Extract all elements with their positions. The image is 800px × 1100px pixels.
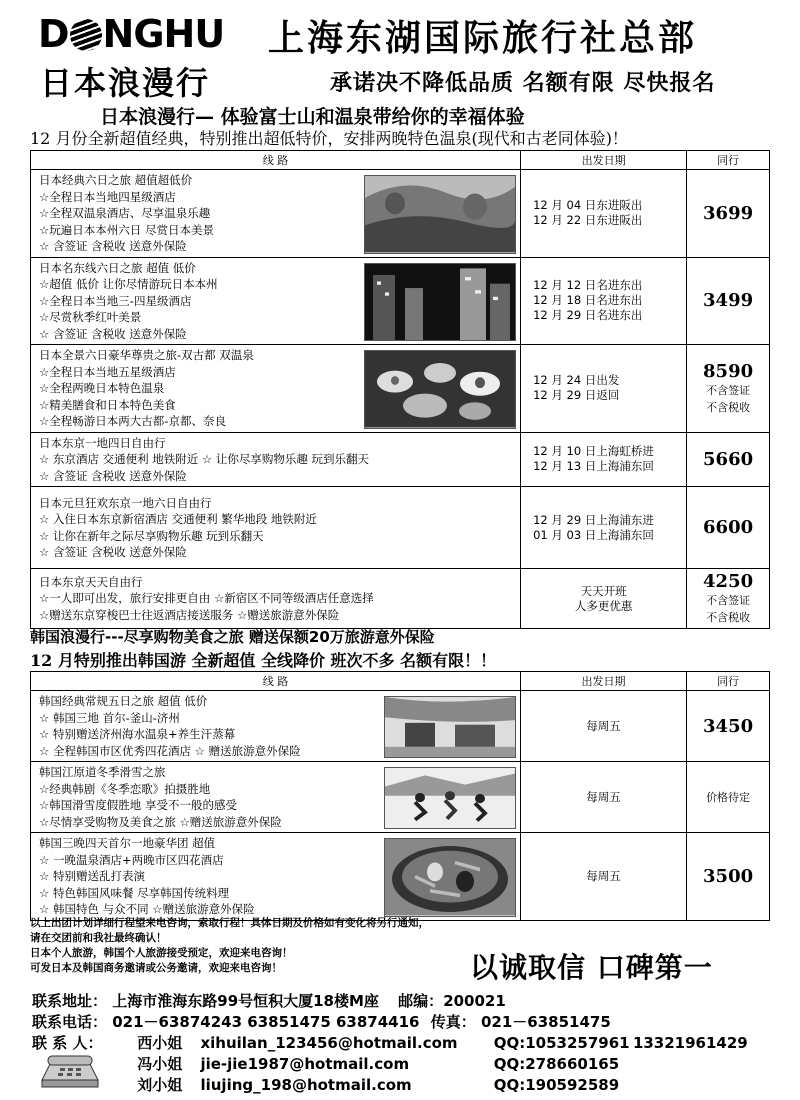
tour-row [31,762,770,833]
tour-row [31,833,770,921]
col-date-header: 出发日期 [520,672,686,691]
route-feature: ☆ 东京酒店 交通便利 地铁附近 ☆ 让你尽享购物乐趣 玩到乐翻天 [39,452,370,466]
route-cell [31,691,521,762]
tour-row [31,691,770,762]
departure-date: 12 月 29 日名进东出 [533,308,643,323]
route-cell [31,432,521,487]
departure-date: 12 月 24 日出发 [533,373,620,388]
price-note: 不含税收 [706,611,751,624]
route-title: 日本元旦狂欢东京一地六日自由行 [39,495,212,510]
route-cell [31,762,521,833]
route-title: 韩国三晚四天首尔一地豪华团 超值 [39,836,216,850]
contact-person-row: 联 系 人： 西小姐 xihuilan_123456@hotmail.com QQ:1053257961 13321961429 [32,1034,748,1052]
date-cell [520,762,686,833]
route-feature: ☆全程日本当地五星级酒店 [39,364,176,379]
departure-date: 12 月 22 日东进阪出 [533,213,643,228]
route-feature: ☆ 韩国特色 与众不同 ☆赠送旅游意外保险 [39,902,255,916]
route-feature: ☆全程畅游日本两大古都-京都、奈良 [39,414,226,428]
zip-code: 200021 [443,992,506,1010]
bibimbap-photo [384,838,516,917]
date-cell [521,345,687,433]
route-cell [31,833,521,921]
route-feature: ☆全程两晚日本特色温泉 [39,381,165,395]
contact-qq: QQ:278660165 [493,1055,620,1073]
tour-row [31,345,770,433]
col-route-header: 线 路 [31,151,521,170]
address: 上海市淮海东路99号恒积大厦18楼M座 [112,992,379,1010]
contact-email: liujing_198@hotmail.com [200,1076,412,1094]
departure-date: 12 月 12 日名进东出 [533,278,643,293]
route-feature: ☆ 特别赠送济州海水温泉+养生汗蒸幕 [39,727,236,741]
price-value: 3499 [703,290,754,312]
price-cell [687,691,770,762]
price-cell [687,432,770,487]
tour-row [31,170,770,258]
col-price-header: 同行 [687,151,770,170]
contact-person-row [32,1074,619,1095]
price-note: 不含签证 [706,594,751,607]
note-line: 请在交团前和我社最终确认！ [30,932,167,944]
date-cell [521,257,687,345]
ski-photo [384,767,516,829]
japan-subline: 12 月份全新超值经典，特别推出超低特价，安排两晚特色温泉(现代和古老同体验)！ [30,129,628,148]
contact-qq: QQ:1053257961 [493,1034,630,1052]
contact-email[interactable]: xihuilan_123456@hotmail.com [200,1034,458,1052]
date-cell [521,569,687,629]
departure-date: 12 月 18 日名进东出 [533,293,643,308]
slogan: 承诺决不降低品质 名额有限 尽快报名 [330,71,716,96]
address-line: 联系地址： 上海市淮海东路99号恒积大厦18楼M座 邮编：200021 [32,992,506,1010]
price-cell [687,487,770,569]
route-title: 韩国经典常规五日之旅 超值 低价 [39,694,208,708]
price-value: 3500 [703,865,754,887]
route-title: 日本名东线六日之旅 超值 低价 [39,260,196,275]
date-cell [520,691,686,762]
note-line: 可发日本及韩国商务邀请或公务邀请，欢迎来电咨询！ [30,962,282,974]
departure-date: 12 月 29 日上海浦东进 [533,512,654,527]
route-feature: ☆全程双温泉酒店、尽享温泉乐趣 [39,206,211,220]
route-feature: ☆ 韩国三地 首尔-釜山-济州 [39,710,180,725]
route-feature: ☆全程日本当地三-四星级酒店 [39,293,192,308]
route-feature: ☆韩国滑雪度假胜地 享受不一般的感受 [39,798,237,812]
city-night-photo [364,263,516,342]
route-feature: ☆超值 低价 让你尽情游玩日本本州 [39,277,218,291]
departure-date: 12 月 10 日上海虹桥进 [533,444,654,459]
route-cell [31,569,521,629]
route-feature: ☆ 含签证 含税收 送意外保险 [39,326,187,341]
price-value: 5660 [703,448,754,470]
route-feature: ☆尽赏秋季红叶美景 [39,310,142,324]
col-route-header: 线 路 [31,672,521,691]
tour-row [31,432,770,487]
departure-date: 每周五 [586,718,621,733]
note-line: 以上出团计划详细行程望来电咨询，索取行程！具体日期及价格如有变化将另行通知， [30,917,429,929]
route-title: 日本东京天天自由行 [39,574,143,589]
company-name: 上海东湖国际旅行社总部 [268,17,698,59]
route-title: 日本经典六日之旅 超值超低价 [39,173,193,187]
price-value: 4250 [703,571,754,592]
contact-name: 冯小姐 [137,1055,183,1073]
korea-subline: 12 月特别推出韩国游 全新超值 全线降价 班次不多 名额有限！！ [30,651,497,670]
departure-date: 01 月 03 日上海浦东回 [533,527,654,542]
globe-logo-icon [70,19,102,51]
price-cell [687,170,770,258]
contact-person-row [32,1053,619,1074]
route-feature: ☆ 全程韩国市区优秀四花酒店 ☆ 赠送旅游意外保险 [39,743,301,758]
contact-email[interactable]: jie-jie1987@hotmail.com [200,1055,410,1073]
tour-row [31,257,770,345]
route-feature: ☆一人即可出发，旅行安排更自由 ☆新宿区不同等级酒店任意选择 [39,591,374,606]
date-cell [521,170,687,258]
telephone-icon [38,1050,102,1090]
price-note: 不含签证 [706,383,751,397]
motto: 以诚取信 口碑第一 [470,951,713,984]
departure-date: 12 月 04 日东进阪出 [533,198,643,213]
col-price-header: 同行 [687,672,770,691]
price-note: 不含税收 [706,400,751,414]
route-feature: ☆赠送东京穿梭巴士往返酒店接送服务 ☆赠送旅游意外保险 [39,607,340,622]
logo-wordmark: D NGHU [38,12,225,56]
route-feature: ☆全程日本当地四星级酒店 [39,189,176,204]
kaiseki-food-photo [364,350,516,429]
route-feature: ☆ 含签证 含税收 送意外保险 [39,239,187,253]
contact-qq: QQ:190592589 [493,1076,620,1094]
route-title: 韩国江原道冬季滑雪之旅 [39,765,166,779]
price-cell [687,569,770,629]
route-feature: ☆经典韩剧《冬季恋歌》拍摄胜地 [39,781,211,796]
japan-headline: 日本浪漫行— 体验富士山和温泉带给你的幸福体验 [100,106,525,128]
route-feature: ☆ 特色韩国风味餐 尽享韩国传统料理 [39,885,230,900]
col-date-header: 出发日期 [521,151,687,170]
departure-date: 12 月 29 日返回 [533,388,620,403]
price-cell [687,345,770,433]
route-feature: ☆ 特别赠送乱打表演 [39,869,145,883]
date-cell [521,487,687,569]
departure-date: 12 月 13 日上海浦东回 [533,459,654,474]
mountain-garden-photo [364,175,516,254]
price-cell [687,833,770,921]
route-feature: ☆ 入住日本东京新宿酒店 交通便利 繁华地段 地铁附近 [39,512,317,526]
tour-row [31,487,770,569]
route-feature: ☆ 让你在新年之际尽享购物乐趣 玩到乐翻天 [39,528,264,543]
price-cell [687,762,770,833]
fax-number: 021－63851475 [480,1013,611,1031]
route-cell [31,345,521,433]
price-value: 8590 [703,360,754,382]
contact-mobile: 13321961429 [632,1034,748,1052]
route-feature: ☆ 一晚温泉酒店+两晚市区四花酒店 [39,852,224,867]
tour-row [31,569,770,629]
price-value: 6600 [703,517,754,538]
departure-date: 天天开班 [580,583,627,598]
phone-line: 联系电话： 021－63874243 63851475 63874416 传真： 021－63851475 [32,1013,611,1031]
japan-tours-table [30,150,770,629]
route-title: 日本全景六日豪华尊贵之旅-双古都 双温泉 [39,348,254,362]
phone-numbers: 021－63874243 63851475 63874416 [112,1013,420,1031]
price-value: 3699 [703,202,754,224]
korea-tours-table [30,671,770,921]
route-feature: ☆ 含签证 含税收 送意外保险 [39,545,187,559]
route-cell [31,487,521,569]
route-feature: ☆玩遍日本本州六日 尽赏日本美景 [39,222,214,237]
contact-name: 西小姐 [137,1034,183,1052]
route-cell [31,257,521,345]
route-feature: ☆ 含签证 含税收 送意外保险 [39,468,187,483]
note-line: 日本个人旅游，韩国个人旅游接受预定，欢迎来电咨询！ [30,947,293,959]
departure-date: 每周五 [586,868,621,883]
route-cell [31,170,521,258]
price-value: 价格待定 [706,790,751,804]
korea-street-photo [384,696,516,758]
contact-name: 刘小姐 [137,1076,183,1094]
date-cell [520,833,686,921]
korea-heading: 韩国浪漫行---尽享购物美食之旅 赠送保额20万旅游意外保险 [30,628,435,646]
route-feature: ☆尽情享受购物及美食之旅 ☆赠送旅游意外保险 [39,814,282,829]
price-cell [687,257,770,345]
price-value: 3450 [703,715,754,737]
departure-date: 人多更优惠 [574,598,633,613]
route-title: 日本东京一地四日自由行 [39,435,166,450]
logo-subtitle: 日本浪漫行 [40,64,211,102]
notes-block [30,916,429,976]
route-feature: ☆精美膳食和日本特色美食 [39,397,176,412]
date-cell [521,432,687,487]
departure-date: 每周五 [586,789,621,804]
